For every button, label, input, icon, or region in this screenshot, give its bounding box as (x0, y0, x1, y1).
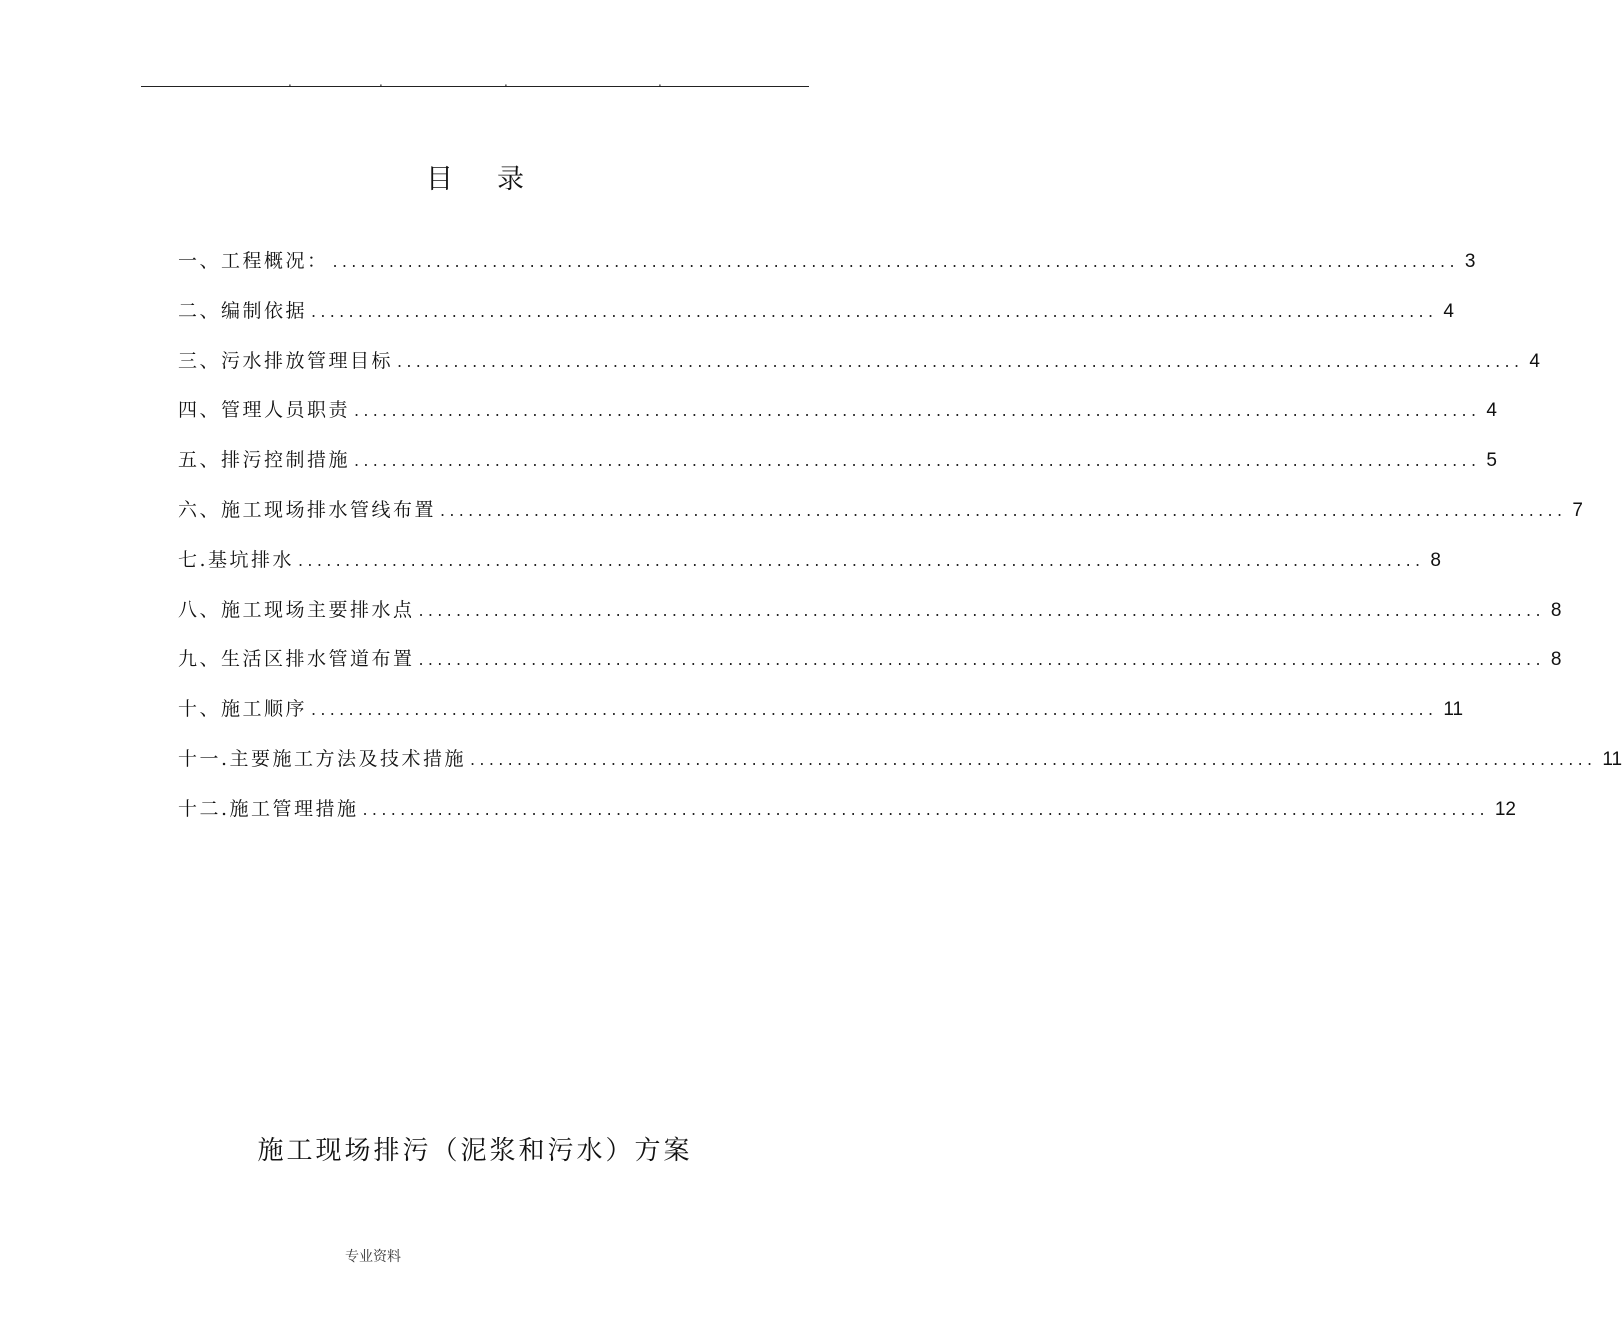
toc-entry-page-number: 3 (1464, 251, 1476, 272)
header-mark: . (658, 75, 662, 89)
toc-dot-leader: ........................................................................................................................ (418, 600, 1545, 620)
footer-text: 专业资料 (345, 1249, 401, 1265)
toc-entry[interactable] (178, 544, 1441, 594)
toc-entry[interactable] (178, 594, 1562, 644)
toc-entry[interactable] (178, 444, 1497, 494)
toc-entry-label: 十、施工顺序 (178, 698, 308, 721)
toc-entry-page-number: 8 (1550, 649, 1562, 671)
toc-entry-page-number: 8 (1550, 599, 1562, 621)
toc-entry-label: 九、生活区排水管道布置 (178, 648, 415, 671)
toc-dot-leader: ........................................................................................................................ (354, 451, 1481, 471)
toc-entry[interactable] (178, 245, 1476, 295)
toc-dot-leader: ........................................................................................................................ (440, 500, 1567, 520)
toc-dot-leader: ........................................................................................................................ (354, 401, 1481, 421)
toc-entry[interactable] (178, 743, 1622, 793)
header-mark: . (504, 75, 508, 89)
toc-entry-page-number: 5 (1486, 450, 1497, 472)
toc-entry[interactable] (178, 394, 1497, 444)
toc-entry-page-number: 7 (1572, 499, 1583, 521)
toc-entry-page-number: 4 (1486, 400, 1497, 422)
toc-entry-page-number: 8 (1430, 549, 1441, 571)
toc-entry-label: 二、编制依据 (178, 299, 308, 322)
document-title: 施工现场排污（泥浆和污水）方案 (257, 1136, 693, 1166)
toc-entry-label: 四、管理人员职责 (178, 399, 351, 422)
toc-entry-label: 七.基坑排水 (178, 548, 295, 571)
toc-dot-leader: ........................................................................................................................ (298, 550, 1425, 570)
toc-entry-label: 十二.施工管理措施 (178, 797, 359, 820)
toc-dot-leader: ........................................................................................................................ (311, 700, 1438, 720)
toc-entry[interactable] (178, 643, 1562, 693)
header-mark: . (288, 75, 292, 89)
toc-entry[interactable] (178, 693, 1464, 743)
toc-entry-page-number: 11 (1443, 699, 1464, 721)
header-mark: . (379, 75, 383, 89)
toc-list (178, 245, 1622, 843)
toc-dot-leader: ........................................................................................................................ (470, 749, 1597, 769)
toc-entry-page-number: 11 (1602, 748, 1622, 770)
toc-entry-label: 一、工程概况： (178, 250, 329, 272)
toc-dot-leader: ........................................................................................................................ (311, 301, 1438, 321)
header-rule (141, 86, 809, 87)
toc-entry-page-number: 4 (1443, 300, 1454, 322)
toc-entry-page-number: 4 (1529, 350, 1540, 372)
toc-entry[interactable] (178, 494, 1583, 544)
toc-entry-label: 八、施工现场主要排水点 (178, 598, 415, 621)
toc-title: 目录 (426, 164, 568, 195)
toc-dot-leader: ........................................................................................................................ (362, 799, 1489, 819)
toc-entry-label: 三、污水排放管理目标 (178, 349, 394, 372)
toc-entry-label: 五、排污控制措施 (178, 449, 351, 472)
toc-entry[interactable] (178, 793, 1516, 843)
toc-entry-label: 六、施工现场排水管线布置 (178, 498, 437, 521)
toc-dot-leader: ........................................................................................................................ (418, 650, 1545, 670)
toc-dot-leader: ........................................................................................................................ (332, 252, 1459, 271)
toc-entry[interactable] (178, 295, 1454, 345)
toc-entry-label: 十一.主要施工方法及技术措施 (178, 747, 467, 770)
toc-dot-leader: ........................................................................................................................ (397, 351, 1524, 371)
toc-entry[interactable] (178, 345, 1540, 395)
toc-entry-page-number: 12 (1494, 798, 1516, 820)
